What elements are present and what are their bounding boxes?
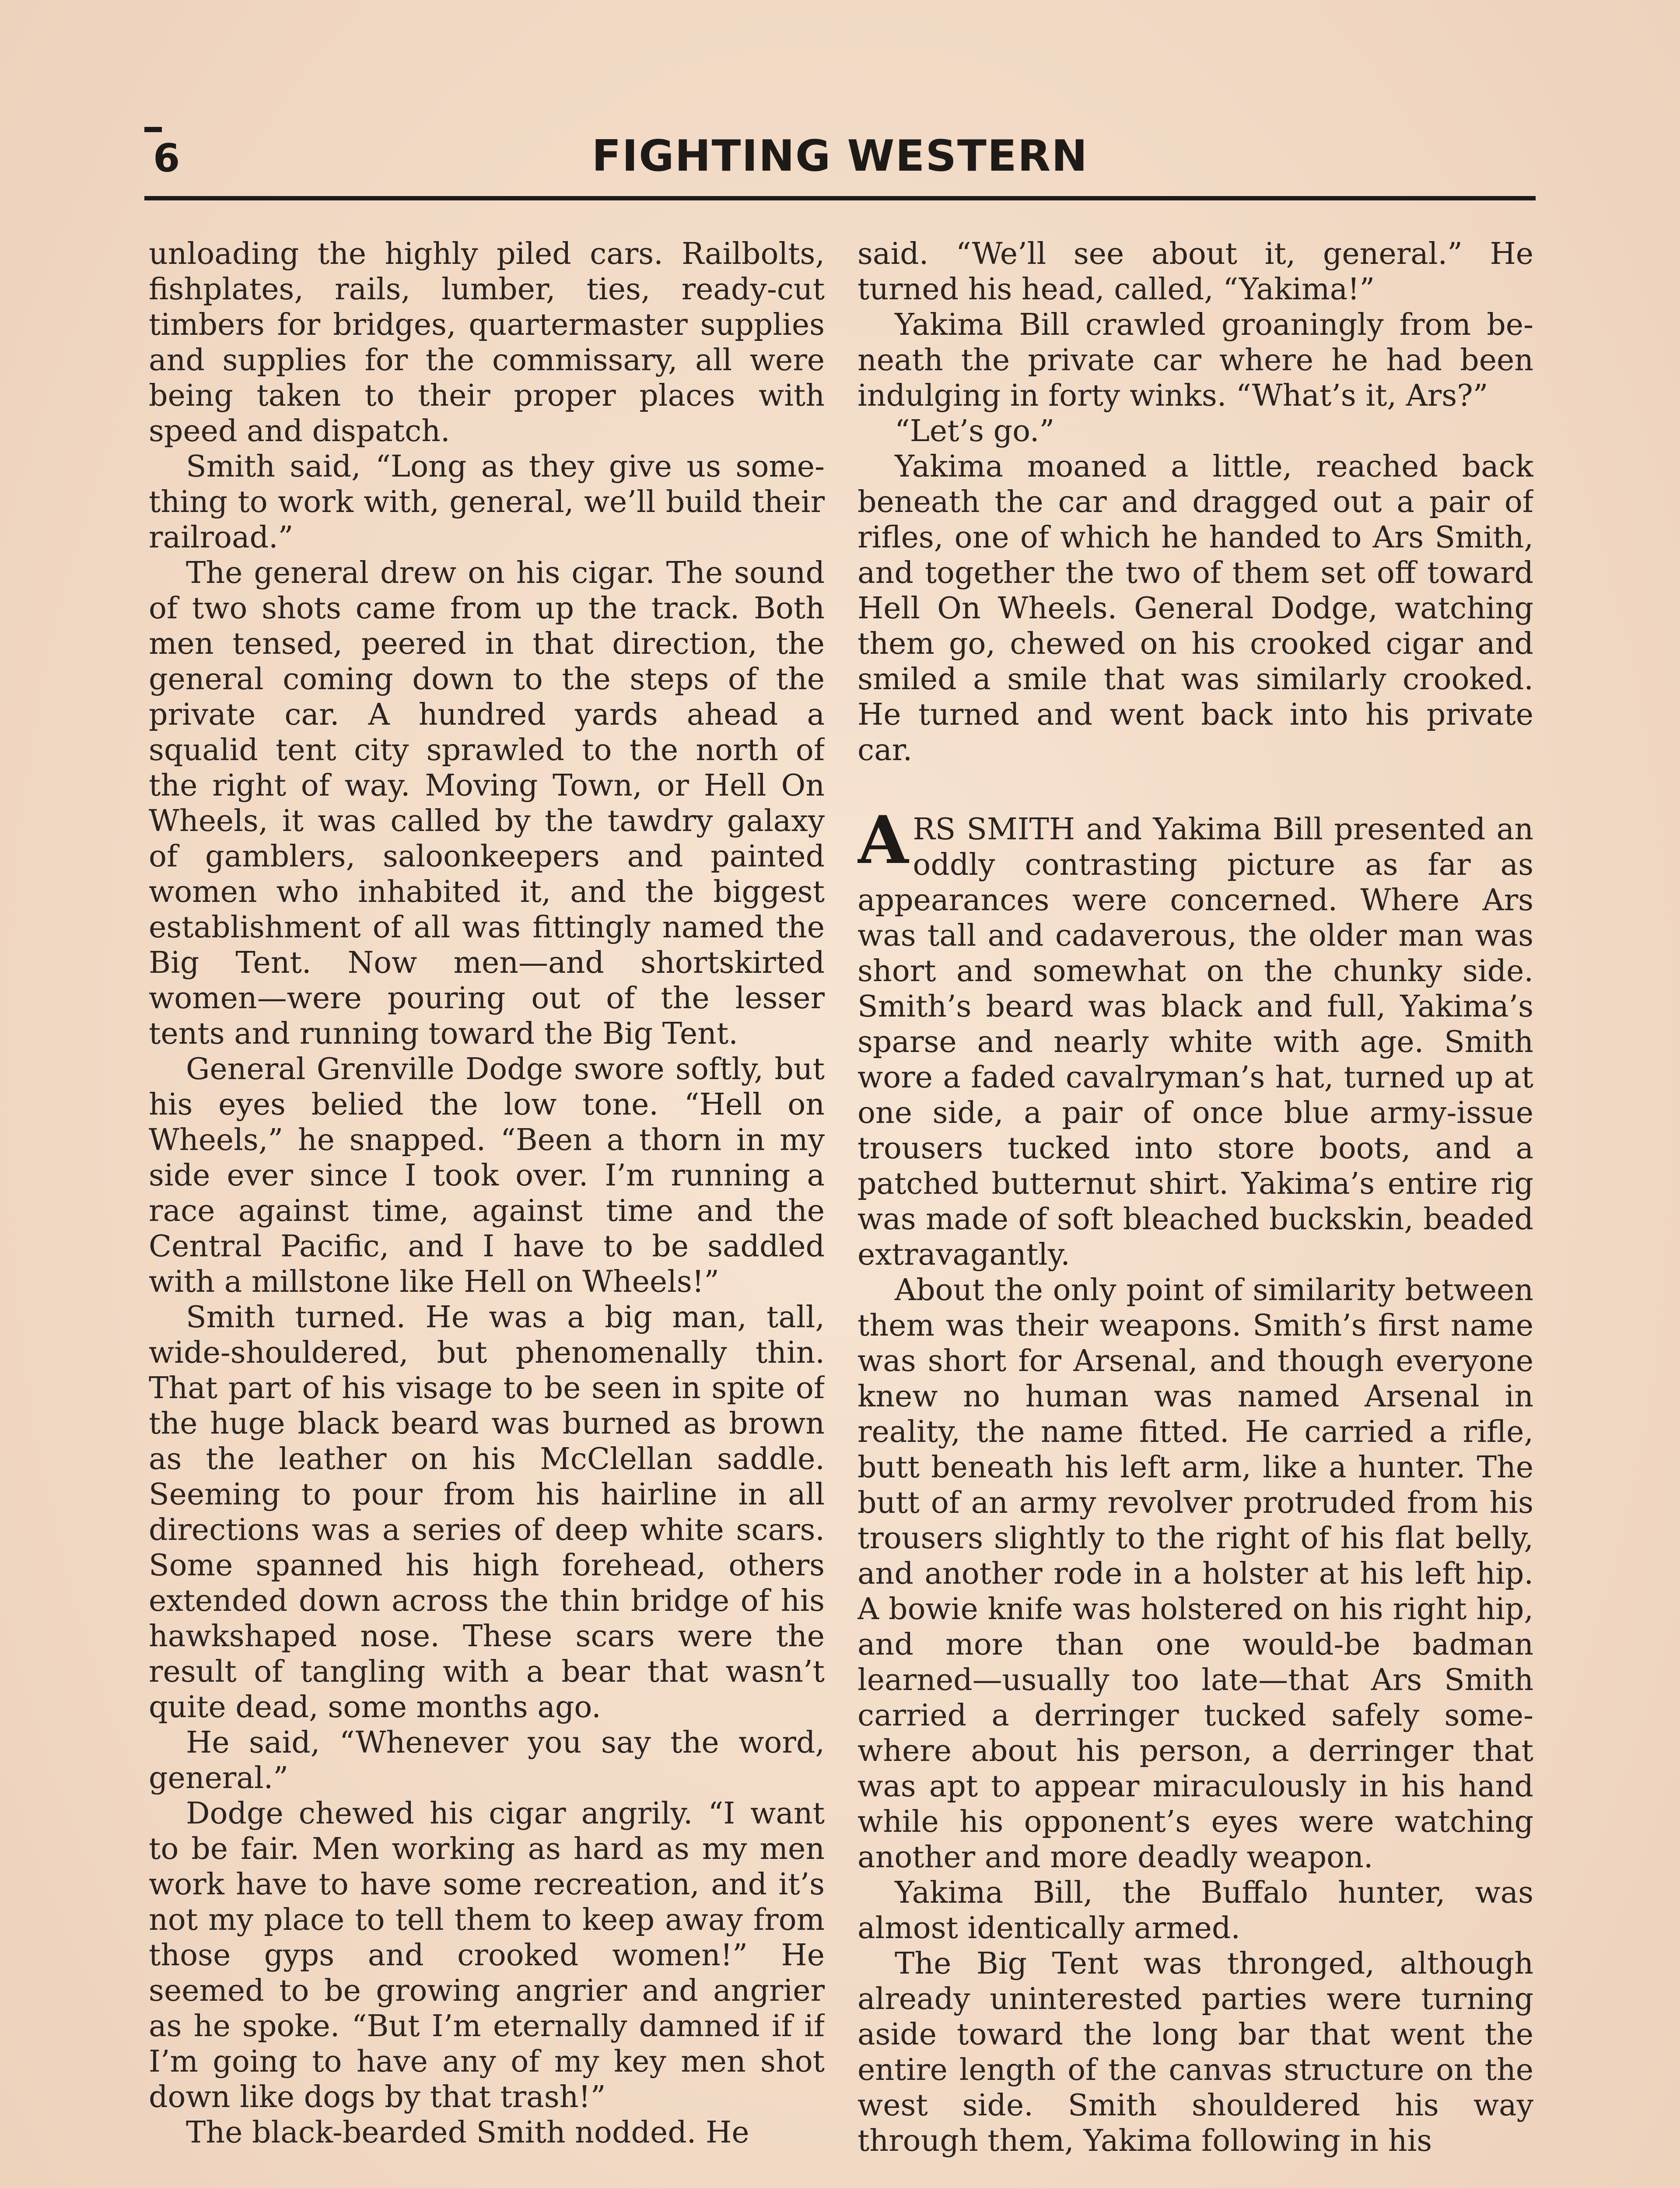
page-number: 6 (153, 136, 180, 181)
paragraph: Yakima Bill crawled groaningly from beneath the private car where he had been indulging in forty winks. “What’s it, Ars?” (858, 308, 1533, 413)
paragraph: Yakima Bill, the Buffalo hunter, was almost identically armed. (858, 1876, 1533, 1946)
section-first-text: RS SMITH and Yakima Bill presented an oddly contrasting picture as far as appearances were concerned. Where Ars was tall and cadaverous, the older man was short and somewhat on the chunky side. Smith’s beard was black and full, Yakima’s sparse and nearly white with age. Smith wore a faded cavalryman’s hat, turned up at one side, a pair of once blue army-issue trousers tucked into store boots, and a patched butternut shirt. Yakima’s entire rig was made of soft bleached buckskin, beaded extravagantly. (858, 812, 1533, 1272)
paragraph: He said, “Whenever you say the word, general.” (149, 1725, 825, 1795)
paragraph: Smith said, “Long as they give us something to work with, general, we’ll build their railroad.” (149, 449, 825, 555)
left-column (149, 236, 825, 2188)
paragraph: Smith turned. He was a big man, tall, wide-shouldered, but phenomenally thin. That part of his visage to be seen in spite of the huge black beard was burned as brown as the leather on his McClellan saddle. Seeming to pour from his hairline in all directions was a series of deep white scars. Some spanned his high forehead, others extended down across the thin bridge of his hawkshaped nose. These scars were the result of tangling with a bear that wasn’t quite dead, some months ago. (149, 1300, 825, 1725)
paragraph: The general drew on his cigar. The sound of two shots came from up the track. Both men tensed, peered in that direction, the general coming down to the steps of the private car. A hundred yards ahead a squalid tent city sprawled to the north of the right of way. Moving Town, or Hell On Wheels, it was called by the tawdry galaxy of gamblers, saloonkeepers and painted women who inhabited it, and the biggest establishment of all was fittingly named the Big Tent. Now men—and shortskirted women—were pouring out of the lesser tents and running toward the Big Tent. (149, 556, 825, 1051)
paragraph: Yakima moaned a little, reached back beneath the car and dragged out a pair of rifles, one of which he handed to Ars Smith, and together the two of them set off toward Hell On Wheels. General Dodge, watching them go, chewed on his crooked cigar and smiled a smile that was similarly crooked. He turned and went back into his private car. (858, 449, 1533, 768)
paragraph: The Big Tent was thronged, although already uninterested parties were turning aside toward the long bar that went the entire length of the canvas structure on the west side. Smith shouldered his way through them, Yakima following in his (858, 1946, 1533, 2158)
paragraph: said. “We’ll see about it, general.” He turned his head, called, “Yakima!” (858, 237, 1533, 307)
magazine-title: FIGHTING WESTERN (592, 131, 1088, 181)
section-first-paragraph (858, 802, 1533, 1273)
paragraph: Dodge chewed his cigar angrily. “I want to be fair. Men working as hard as my men work have to have some recreation, and it’s not my place to tell them to keep away from those gyps and crooked women!” He seemed to be growing angrier and angrier as he spoke. “But I’m eternally damned if if I’m going to have any of my key men shot down like dogs by that trash!” (149, 1796, 825, 2114)
paragraph: The black-bearded Smith nodded. He (186, 2115, 749, 2150)
paragraph: unloading the highly piled cars. Railbolts, fishplates, rails, lumber, ties, ready-cut timbers for bridges, quartermaster supplies and supplies for the commissary, all were being taken to their proper places with speed and dispatch. (149, 237, 825, 449)
paragraph: About the only point of similarity between them was their weapons. Smith’s first name was short for Arsenal, and though everyone knew no human was named Arsenal in reality, the name fitted. He carried a rifle, butt beneath his left arm, like a hunter. The butt of an army revolver protruded from his trousers slightly to the right of his flat belly, and another rode in a holster at his left hip. A bowie knife was holstered on his right hip, and more than one would-be badman learned—usually too late—that Ars Smith carried a derringer tucked safely somewhere about his person, a derringer that was apt to appear miraculously in his hand while his opponent’s eyes were watching another and more deadly weapon. (858, 1273, 1533, 1875)
header-rule (144, 196, 1536, 200)
paragraph: General Grenville Dodge swore softly, but his eyes belied the low tone. “Hell on Wheels,” he snapped. “Been a thorn in my side ever since I took over. I’m running a race against time, against time and the Central Pacific, and I have to be saddled with a millstone like Hell on Wheels!” (149, 1052, 825, 1299)
drop-cap: A (858, 802, 909, 879)
right-column (858, 236, 1533, 2188)
paragraph: “Let’s go.” (895, 414, 1055, 449)
page-header (144, 127, 1536, 197)
